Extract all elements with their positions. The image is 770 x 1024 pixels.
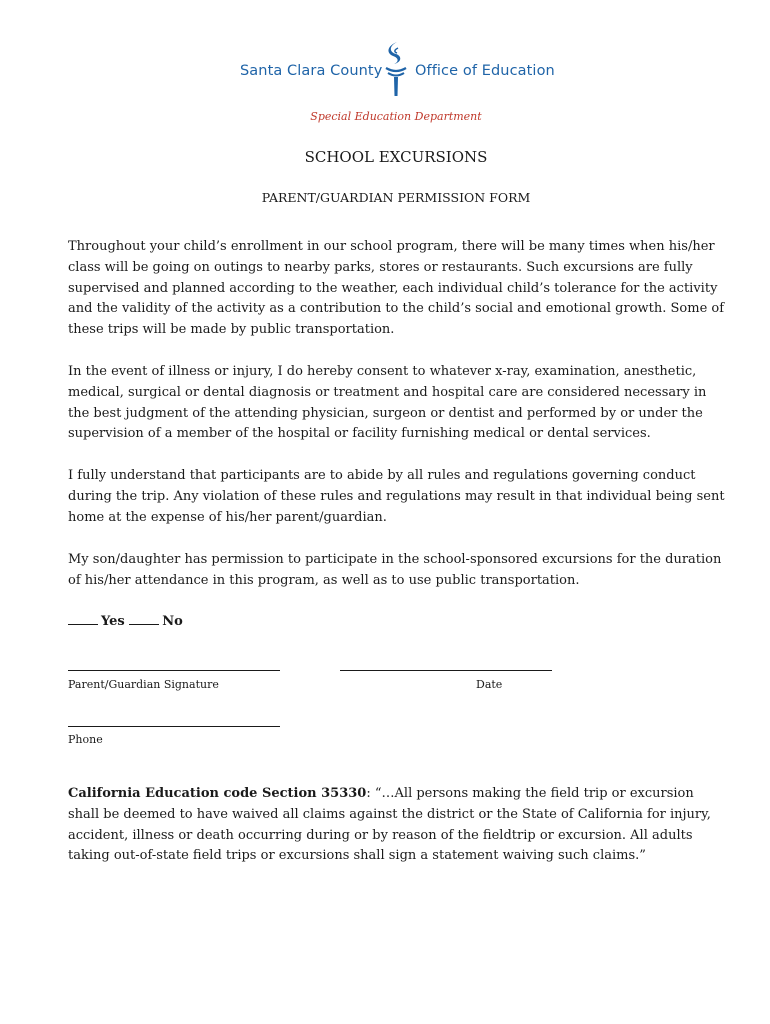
yes-no-choice — [68, 614, 183, 629]
paragraph-permission: My son/daughter has permission to participate in the school-sponsored excursions for the duration of his/her attendance in this program, as well as to use public transportation. — [68, 552, 722, 588]
yes-label: Yes — [101, 614, 125, 629]
phone-label: Phone — [68, 733, 103, 746]
legal-notice — [68, 784, 728, 867]
signature-label: Parent/Guardian Signature — [68, 678, 219, 691]
no-blank[interactable] — [129, 614, 159, 625]
org-name-left: Santa Clara County — [240, 63, 383, 79]
education-code-reference: California Education code Section 35330 — [68, 786, 367, 801]
date-label: Date — [476, 678, 503, 691]
letterhead — [0, 40, 770, 100]
form-title: SCHOOL EXCURSIONS — [304, 148, 488, 166]
org-name-right: Office of Education — [415, 63, 555, 79]
paragraph-rules: I fully understand that participants are to abide by all rules and regulations governing conduct during the trip. Any violation of these rules and regulations may result in that individual being sent home at the expense of his/her parent/guardian. — [68, 468, 725, 525]
phone-line[interactable] — [68, 726, 280, 727]
no-label: No — [162, 614, 183, 629]
paragraph-medical-consent: In the event of illness or injury, I do hereby consent to whatever x-ray, examination, anesthetic, medical, surgical or dental diagnosis or treatment and hospital care are considered necessary in the best judgment of the attending physician, surgeon or dentist and performed by or under the supervision of a member of the hospital or facility furnishing medical or dental services. — [68, 364, 707, 442]
signature-line[interactable] — [68, 670, 280, 671]
date-line[interactable] — [340, 670, 552, 671]
form-subtitle: PARENT/GUARDIAN PERMISSION FORM — [261, 190, 531, 205]
paragraph-excursions: Throughout your child’s enrollment in our school program, there will be many times when his/her class will be going on outings to nearby parks, stores or restaurants. Such excursions are fully supervised and planned according to the weather, each individual child’s tolerance for the activity and the validity of the activity as a contribution to the child’s social and emotional growth. Some of these trips will be made by public transportation. — [68, 239, 725, 338]
yes-blank[interactable] — [68, 614, 98, 625]
legal-notice-text: : “…All persons making the field trip or excursion shall be deemed to have waived all claims against the district or the State of California for injury, accident, illness or death occurring during or by reason of the fieldtrip or excursion. All adults taking out-of-state field trips or excursions shall sign a statement waiving such claims.” — [68, 786, 711, 864]
torch-logo-icon — [381, 40, 411, 100]
department-name: Special Education Department — [310, 110, 482, 123]
